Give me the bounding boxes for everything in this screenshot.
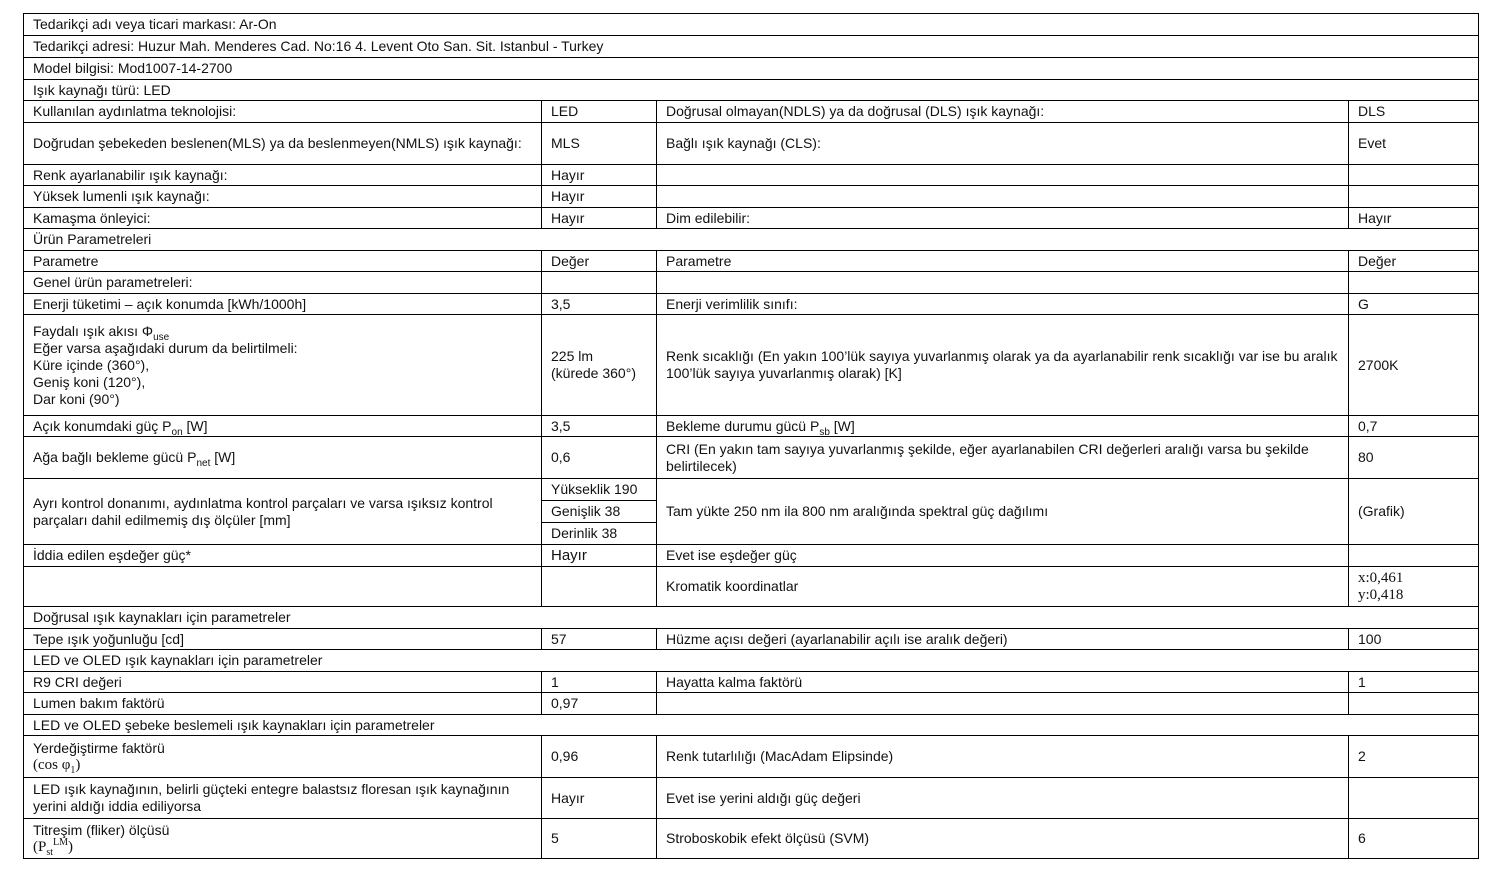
model-info: Model bilgisi: Mod1007-14-2700 xyxy=(24,58,1479,80)
energy-label: Enerji tüketimi – açık konumda [kWh/1000h] xyxy=(24,294,542,315)
flux-label-line: Geniş koni (120°), xyxy=(33,373,146,390)
general-params-title: Genel ürün parametreleri: xyxy=(24,272,542,294)
dimmable-value: Hayır xyxy=(1349,208,1479,229)
color-tunable-label: Renk ayarlanabilir ışık kaynağı: xyxy=(24,165,542,186)
dimension-depth: Derinlik 38 xyxy=(551,525,618,541)
cls-label: Bağlı ışık kaynağı (CLS): xyxy=(657,123,1349,165)
cri-label: CRI (En yakın tam sayıya yuvarlanmış şekilde, eğer ayarlanabilen CRI değerleri aralığı varsa bu şekilde belirtilecek) xyxy=(657,437,1349,479)
equivalent-power-value xyxy=(1349,545,1479,567)
equivalent-claim-label: İddia edilen eşdeğer güç* xyxy=(24,545,542,567)
table-row xyxy=(24,101,1479,123)
table-row xyxy=(24,294,1479,315)
pnet-label xyxy=(24,437,542,479)
table-row xyxy=(24,736,1479,778)
cri-value: 80 xyxy=(1349,437,1479,479)
energy-value: 3,5 xyxy=(542,294,657,315)
flux-value-line: (kürede 360°) xyxy=(551,365,636,381)
flicker-formula-close: ) xyxy=(68,838,74,855)
table-row xyxy=(24,416,1479,437)
flux-subscript: use xyxy=(153,331,170,343)
power-factor-subscript: 1 xyxy=(70,764,76,776)
col-header-value: Değer xyxy=(1349,251,1479,272)
product-params-title: Ürün Parametreleri xyxy=(24,229,1479,251)
flicker-label xyxy=(24,819,542,859)
chromaticity-value xyxy=(1349,567,1479,607)
mls-label: Doğrudan şebekeden beslenen(MLS) ya da beslenmeyen(NMLS) ışık kaynağı: xyxy=(24,123,542,165)
lumen-maintenance-label: Lumen bakım faktörü xyxy=(24,693,542,715)
flux-value-line: 225 lm xyxy=(551,348,594,364)
directional-params-title: Doğrusal ışık kaynakları için parametreler xyxy=(24,607,1479,629)
color-tunable-value: Hayır xyxy=(542,165,657,186)
lumen-maintenance-value: 0,97 xyxy=(542,693,657,715)
section-row xyxy=(24,607,1479,629)
col-header-param: Parametre xyxy=(657,251,1349,272)
empty-cell xyxy=(657,186,1349,208)
dimensions-label: Ayrı kontrol donanımı, aydınlatma kontrol parçaları ve varsa ışıksız kontrol parçaları dahil edilmemiş dış ölçüler [mm] xyxy=(24,479,542,545)
efficiency-label: Enerji verimlilik sınıfı: xyxy=(657,294,1349,315)
model-row xyxy=(24,58,1479,80)
table-row xyxy=(24,819,1479,859)
spectral-label: Tam yükte 250 nm ila 800 nm aralığında spektral güç dağılımı xyxy=(657,479,1349,545)
dimension-height: Yükseklik 190 xyxy=(542,479,656,501)
table-row xyxy=(24,437,1479,479)
color-consistency-value: 2 xyxy=(1349,736,1479,778)
chromaticity-y: y:0,418 xyxy=(1358,586,1404,603)
power-factor-formula-text: (cos φ xyxy=(33,756,71,773)
empty-cell xyxy=(657,165,1349,186)
column-header-row xyxy=(24,251,1479,272)
beam-angle-value: 100 xyxy=(1349,629,1479,650)
table-row xyxy=(24,165,1479,186)
pon-value: 3,5 xyxy=(542,416,657,437)
flux-label xyxy=(24,315,542,416)
peak-intensity-label: Tepe ışık yoğunluğu [cd] xyxy=(24,629,542,650)
psb-value: 0,7 xyxy=(1349,416,1479,437)
table-row xyxy=(24,778,1479,819)
lighting-tech-label: Kullanılan aydınlatma teknolojisi: xyxy=(24,101,542,123)
spectral-value: (Grafik) xyxy=(1349,479,1479,545)
psb-subscript: sb xyxy=(819,426,830,437)
pon-subscript: on xyxy=(171,426,183,437)
flicker-text: Titreşim (fliker) ölçüsü xyxy=(33,821,170,838)
empty-cell xyxy=(657,272,1349,294)
cct-value: 2700K xyxy=(1349,315,1479,416)
dimension-width: Genişlik 38 xyxy=(542,501,656,523)
beam-angle-label: Hüzme açısı değeri (ayarlanabilir açılı ise aralık değeri) xyxy=(657,629,1349,650)
pnet-label-text: Ağa bağlı bekleme gücü P xyxy=(33,449,197,465)
survival-factor-label: Hayatta kalma faktörü xyxy=(657,672,1349,693)
mls-value: MLS xyxy=(542,123,657,165)
replacement-power-label: Evet ise yerini aldığı güç değeri xyxy=(657,778,1349,819)
mains-params-title: LED ve OLED şebeke beslemeli ışık kaynakları için parametreler xyxy=(24,715,1479,736)
chromaticity-label: Kromatik koordinatlar xyxy=(657,567,1349,607)
led-params-title: LED ve OLED ışık kaynakları için parametreler xyxy=(24,650,1479,672)
pnet-value: 0,6 xyxy=(542,437,657,479)
flux-label-line: Eğer varsa aşağıdaki durum da belirtilmeli: xyxy=(33,339,298,356)
equivalent-claim-value: Hayır xyxy=(542,545,657,567)
ndls-label: Doğrusal olmayan(NDLS) ya da doğrusal (DLS) ışık kaynağı: xyxy=(657,101,1349,123)
cls-value: Evet xyxy=(1349,123,1479,165)
table-row xyxy=(24,693,1479,715)
survival-factor-value: 1 xyxy=(1349,672,1479,693)
empty-cell xyxy=(1349,165,1479,186)
equivalent-power-label: Evet ise eşdeğer güç xyxy=(657,545,1349,567)
flicker-subscript: st xyxy=(46,846,54,858)
supplier-name: Tedarikçi adı veya ticari markası: Ar-On xyxy=(24,14,1479,36)
svm-value: 6 xyxy=(1349,819,1479,859)
anti-glare-label: Kamaşma önleyici: xyxy=(24,208,542,229)
psb-label-unit: [W] xyxy=(829,417,855,434)
table-row xyxy=(24,186,1479,208)
flicker-formula xyxy=(33,836,532,858)
flicker-value: 5 xyxy=(542,819,657,859)
r9-value: 1 xyxy=(542,672,657,693)
empty-cell xyxy=(1349,693,1479,715)
product-info-sheet xyxy=(23,13,1479,859)
supplier-row xyxy=(24,14,1479,36)
replacement-claim-value: Hayır xyxy=(542,778,657,819)
psb-label-text: Bekleme durumu gücü P xyxy=(666,417,820,434)
table-row xyxy=(24,672,1479,693)
flicker-superscript: LM xyxy=(53,836,69,848)
power-factor-value: 0,96 xyxy=(542,736,657,778)
high-lumen-label: Yüksek lumenli ışık kaynağı: xyxy=(24,186,542,208)
replacement-power-value xyxy=(1349,778,1479,819)
empty-cell xyxy=(1349,186,1479,208)
ndls-value: DLS xyxy=(1349,101,1479,123)
efficiency-value: G xyxy=(1349,294,1479,315)
power-factor-label xyxy=(24,736,542,778)
source-type-row xyxy=(24,80,1479,101)
replacement-claim-label: LED ışık kaynağının, belirli güçteki entegre balastsız floresan ışık kaynağının yerini aldığı iddia ediliyorsa xyxy=(24,778,542,819)
high-lumen-value: Hayır xyxy=(542,186,657,208)
r9-label: R9 CRI değeri xyxy=(24,672,542,693)
section-row xyxy=(24,715,1479,736)
flux-label-line: Faydalı ışık akısı Φ xyxy=(33,322,154,339)
dimensions-values xyxy=(542,479,657,545)
pon-label-text: Açık konumdaki güç P xyxy=(33,417,172,434)
cct-label: Renk sıcaklığı (En yakın 100’lük sayıya yuvarlanmış olarak ya da ayarlanabilir renk sıcaklığı var ise bu aralık 100’lük sayıya yuvarlanmış olarak) [K] xyxy=(657,315,1349,416)
flux-label-line: Küre içinde (360°), xyxy=(33,356,150,373)
light-source-type: Işık kaynağı türü: LED xyxy=(24,80,1479,101)
lighting-tech-value: LED xyxy=(542,101,657,123)
empty-cell xyxy=(1349,272,1479,294)
power-factor-formula xyxy=(33,757,532,774)
empty-cell xyxy=(24,567,542,607)
dimmable-label: Dim edilebilir: xyxy=(657,208,1349,229)
empty-cell xyxy=(542,567,657,607)
flux-value xyxy=(542,315,657,416)
col-header-value: Değer xyxy=(542,251,657,272)
table-row xyxy=(24,272,1479,294)
col-header-param: Parametre xyxy=(24,251,542,272)
table-row xyxy=(24,315,1479,416)
section-row xyxy=(24,229,1479,251)
pon-label-unit: [W] xyxy=(182,417,208,434)
color-consistency-label: Renk tutarlılığı (MacAdam Elipsinde) xyxy=(657,736,1349,778)
table-row xyxy=(24,208,1479,229)
table-row xyxy=(24,123,1479,165)
anti-glare-value: Hayır xyxy=(542,208,657,229)
supplier-address: Tedarikçi adresi: Huzur Mah. Menderes Cad. No:16 4. Levent Oto San. Sit. Istanbul - Turkey xyxy=(24,36,1479,58)
table-row xyxy=(24,629,1479,650)
empty-cell xyxy=(657,693,1349,715)
chromaticity-x: x:0,461 xyxy=(1358,569,1404,586)
flux-label-line: Dar koni (90°) xyxy=(33,390,120,407)
empty-cell xyxy=(542,272,657,294)
power-factor-text: Yerdeğiştirme faktörü xyxy=(33,739,165,756)
psb-label xyxy=(657,416,1349,437)
table-row xyxy=(24,567,1479,607)
flicker-formula-text: (P xyxy=(33,838,47,855)
svm-label: Stroboskobik efekt ölçüsü (SVM) xyxy=(657,819,1349,859)
address-row xyxy=(24,36,1479,58)
section-row xyxy=(24,650,1479,672)
table-row xyxy=(24,479,1479,545)
pnet-label-unit: [W] xyxy=(210,449,236,465)
table-row xyxy=(24,545,1479,567)
peak-intensity-value: 57 xyxy=(542,629,657,650)
power-factor-formula-close: ) xyxy=(75,756,81,773)
pon-label xyxy=(24,416,542,437)
pnet-subscript: net xyxy=(196,457,211,469)
